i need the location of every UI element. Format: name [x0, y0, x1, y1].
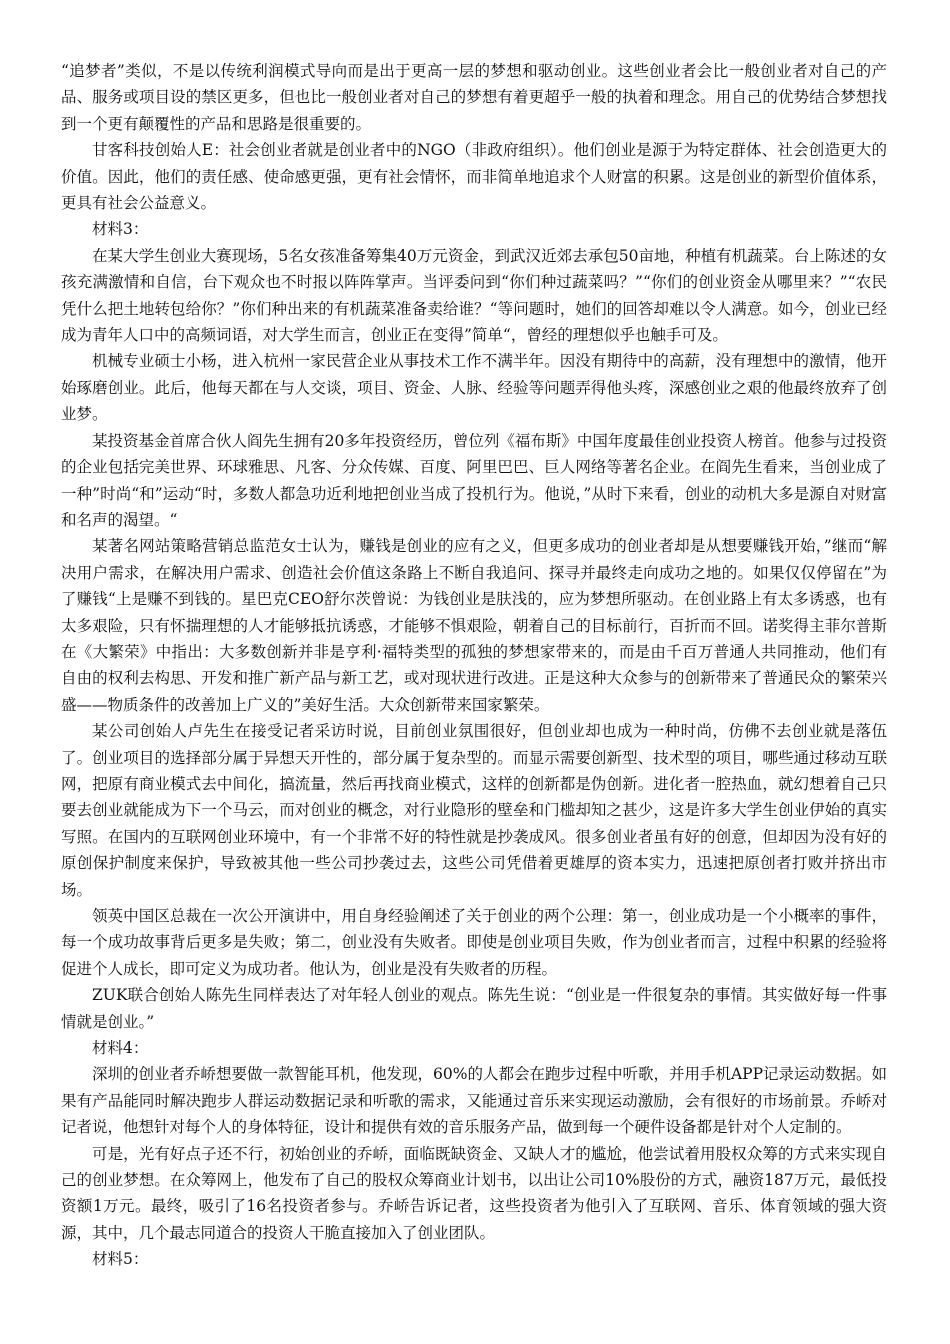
- paragraph-investor-yan: 某投资基金首席合伙人阎先生拥有20多年投资经历，曾位列《福布斯》中国年度最佳创业投资人榜首。他参与过投资的企业包括完美世界、环球雅思、凡客、分众传媒、百度、阿里巴巴、巨人网络等著名企业。在阎先生看来，当创业成了一种”时尚“和”运动“时，多数人都急功近利地把创业当成了投机行为。他说，”从时下来看，创业的动机大多是源自对财富和名声的渴望。“: [61, 431, 887, 529]
- paragraph-linkedin-president: 领英中国区总裁在一次公开演讲中，用自身经验阐述了关于创业的两个公理：第一，创业成功是一个小概率的事件，每一个成功故事背后更多是失败；第二，创业没有失败者。即使是创业项目失败，作为创业者而言，过程中积累的经验将促进个人成长，即可定义为成功者。他认为，创业是没有失败者的历程。: [61, 907, 887, 978]
- paragraph-ms-fan: 某著名网站策略营销总监范女士认为，赚钱是创业的应有之义，但更多成功的创业者却是从想要赚钱开始，”继而“解决用户需求，在解决用户需求、创造社会价值这条路上不断自我追问、探寻并最终走向成功之地的。如果仅仅停留在”为了赚钱“上是赚不到钱的。星巴克CEO舒尔茨曾说：为钱创业是肤浅的，应为梦想所驱动。在创业路上有太多诱惑，也有太多艰险，只有怀揣理想的人才能够抵抗诱惑，才能够不惧艰险，朝着自己的目标前行，百折而不回。诺奖得主菲尔普斯在《大繁荣》中指出：大多数创新并非是亨利·福特类型的孤独的梦想家带来的，而是由千百万普通人共同推动，他们有自由的权利去构思、开发和推广新产品与新工艺，或对现状进行改进。正是这种大众参与的创新带来了普通民众的繁荣兴盛——物质条件的改善加上广义的”美好生活。大众创新带来国家繁荣。: [61, 537, 887, 714]
- paragraph-student-contest: 在某大学生创业大赛现场，5名女孩准备筹集40万元资金，到武汉近郊去承包50亩地，种植有机蔬菜。台上陈述的女孩充满激情和自信，台下观众也不时报以阵阵掌声。当评委问到“你们种过蔬菜吗？”“你们的创业资金从哪里来？”“农民凭什么把土地转包给你？”你们种出来的有机蔬菜准备卖给谁？“等问题时，她们的回答却难以令人满意。如今，创业已经成为青年人口中的高频词语，对大学生而言，创业正在变得”简单“，曾经的理想似乎也触手可及。: [61, 246, 887, 345]
- paragraph-zuk-chen: ZUK联合创始人陈先生同样表达了对年轻人创业的观点。陈先生说：“创业是一件很复杂的事情。其实做好每一件事情就是创业。”: [61, 986, 887, 1031]
- paragraph-xiaoyang: 机械专业硕士小杨，进入杭州一家民营企业从事技术工作不满半年。因没有期待中的高薪，没有理想中的激情，他开始琢磨创业。此后，他每天都在与人交谈，项目、资金、人脉、经验等问题弄得他头疼，深感创业之艰的他最终放弃了创业梦。: [61, 352, 887, 424]
- paragraph-qiaoqiao-headphones: 深圳的创业者乔峤想要做一款智能耳机，他发现，60%的人都会在跑步过程中听歌，并用手机APP记录运动数据。如果有产品能同时解决跑步人群运动数据记录和听歌的需求，又能通过音乐来实现运动激励，会有很好的市场前景。乔峤对记者说，他想针对每个人的身体特征，设计和提供有效的音乐服务产品，做到每一个硬件设备都是针对个人定制的。: [61, 1065, 888, 1137]
- paragraph-social-entrepreneur: 甘客科技创始人E：社会创业者就是创业者中的NGO（非政府组织）。他们创业是源于为特定群体、社会创造更大的价值。因此，他们的责任感、使命感更强，更有社会情怀，而非简单地追求个人财富的积累。这是创业的新型价值体系，更具有社会公益意义。: [61, 141, 887, 213]
- paragraph-dream-chaser: “追梦者”类似，不是以传统利润模式导向而是出于更高一层的梦想和驱动创业。这些创业者会比一般创业者对自己的产品、服务或项目设的禁区更多，但也比一般创业者对自己的梦想有着更超乎一般的执着和理念。用自己的优势结合梦想找到一个更有颠覆性的产品和思路是很重要的。: [61, 62, 887, 133]
- material-4-heading: 材料4：: [92, 1039, 149, 1058]
- document-page: [61, 58, 887, 1273]
- material-3-heading: 材料3：: [92, 220, 149, 239]
- material-5-heading: 材料5：: [92, 1250, 149, 1269]
- paragraph-mr-lu: 某公司创始人卢先生在接受记者采访时说，目前创业氛围很好，但创业却也成为一种时尚，仿佛不去创业就是落伍了。创业项目的选择部分属于异想天开性的，部分属于复杂型的。而显示需要创新型、技术型的项目，哪些通过移动互联网，把原有商业模式去中间化，搞流量，然后再找商业模式，这样的创新都是伪创新。进化者一腔热血，就幻想着自己只要去创业就能成为下一个马云，而对创业的概念，对行业隐形的壁垒和门槛却知之甚少，这是许多大学生创业伊始的真实写照。在国内的互联网创业环境中，有一个非常不好的特性就是抄袭成风。很多创业者虽有好的创意，但却因为没有好的原创保护制度来保护，导致被其他一些公司抄袭过去，这些公司凭借着更雄厚的资本实力，迅速把原创者打败并挤出市场。: [61, 722, 887, 899]
- paragraph-equity-crowdfunding: 可是，光有好点子还不行，初始创业的乔峤，面临既缺资金、又缺人才的尴尬，他尝试着用股权众筹的方式来实现自己的创业梦想。在众筹网上，他发布了自己的股权众筹商业计划书，以出让公司10%股份的方式，融资187万元，最低投资额1万元。最终，吸引了16名投资者参与。乔峤告诉记者，这些投资者为他引入了互联网、音乐、体育领域的强大资源，其中，几个最志同道合的投资人干脆直接加入了创业团队。: [61, 1144, 887, 1242]
